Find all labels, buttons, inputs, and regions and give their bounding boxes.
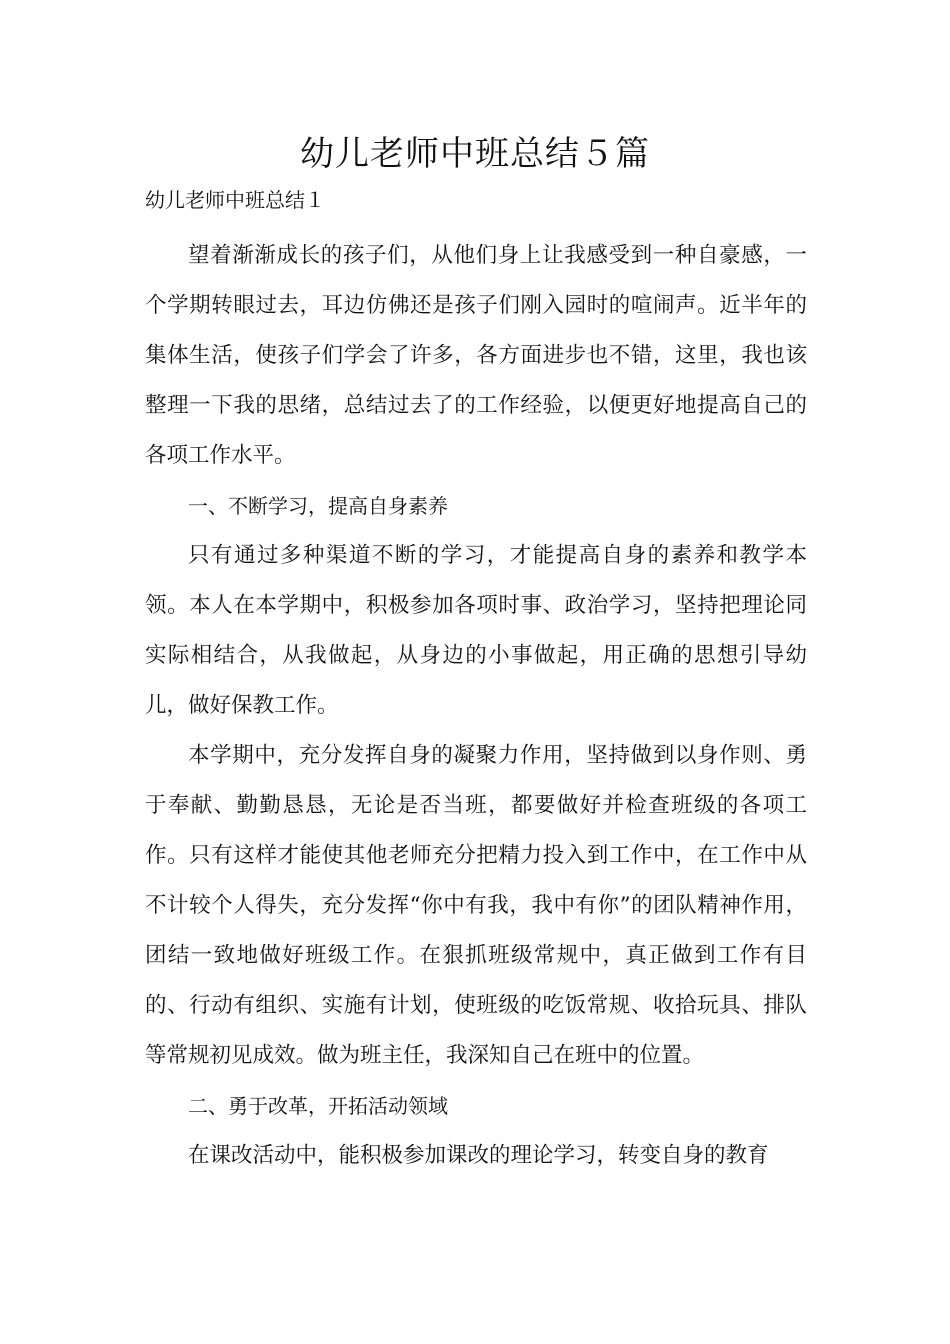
paragraph-reform: 在课改活动中，能积极参加课改的理论学习，转变自身的教育 [188, 1143, 769, 1168]
paragraph-learning: 只有通过多种渠道不断的学习，才能提高自身的素养和教学本领。本人在本学期中，积极参加各项时事、政治学习，坚持把理论同实际相结合，从我做起，从身边的小事做起，用正确的思想引导幼儿，做好保教工作。 [145, 543, 807, 718]
document-body [145, 231, 807, 1181]
section-heading-2: 二、勇于改革，开拓活动领域 [188, 1094, 448, 1118]
paragraph-intro: 望着渐渐成长的孩子们，从他们身上让我感受到一种自豪感，一个学期转眼过去，耳边仿佛还是孩子们刚入园时的喧闹声。近半年的集体生活，使孩子们学会了许多，各方面进步也不错，这里，我也该整理一下我的思绪，总结过去了的工作经验，以便更好地提高自己的各项工作水平。 [145, 243, 807, 468]
paragraph-teamwork: 本学期中，充分发挥自身的凝聚力作用，坚持做到以身作则、勇于奉献、勤勤恳恳，无论是否当班，都要做好并检查班级的各项工作。只有这样才能使其他老师充分把精力投入到工作中，在工作中从不计较个人得失，充分发挥“你中有我，我中有你”的团队精神作用，团结一致地做好班级工作。在狠抓班级常规中，真正做到工作有目的、行动有组织、实施有计划，使班级的吃饭常规、收拾玩具、排队等常规初见成效。做为班主任，我深知自己在班中的位置。 [145, 743, 807, 1068]
document-title: 幼儿老师中班总结５篇 [300, 134, 650, 174]
section-heading-1: 一、不断学习，提高自身素养 [188, 494, 448, 518]
section-subtitle: 幼儿老师中班总结１ [145, 188, 325, 212]
